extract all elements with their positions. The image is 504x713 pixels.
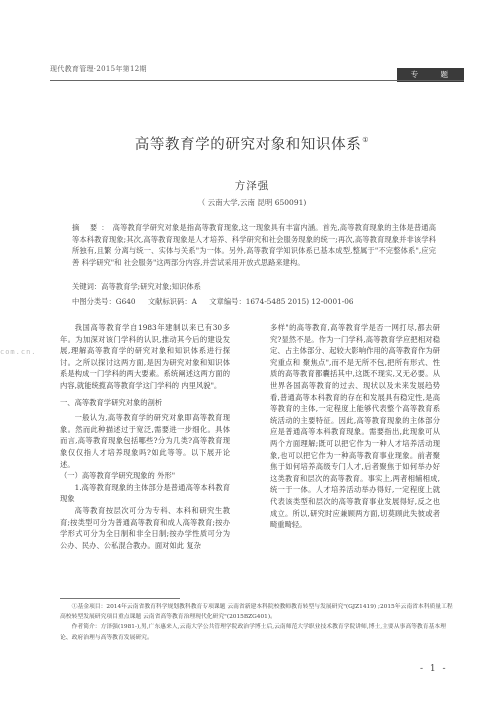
author: 方泽强 [234, 180, 270, 192]
journal-header: 现代教育管理·2015年第12期 [50, 65, 147, 73]
paper-title [0, 133, 504, 154]
body-paragraph: 多样"的高等教育,高等教育学是否一网打尽,都去研究?显然不是。作为一门学科,高等教育学应把相对稳定、占主体部分、起较大影响作用的高等教育作为研究重点和 聚焦点",而不是无所不包,把所有形式、性质的高等教育都囊括其中,这既不现实,又无必要。从世界各国高等教育的过去、现状以及未来发展趋势看,普通高等本科教育的存在和发展具有稳定性,是高等教育的主体,一定程度上能够代表整个高等教育系统活动的主要特征。因此,高等教育现象的主体部分应是普通高等本科教育现象。需要指出,此现象可从两个方面理解;既可以把它作为一种人才培养活动现象,也可以把它作为一种高等教育事业现象。前者聚焦于如何培养高级专门人才,后者聚焦于如何举办好这类教育和层次的高等教育。事实上,两者相辅相成,统一于一体。人才培养活动举办得好,一定程度上就代表该类型和层次的高等教育事业发展得好,反之也成立。所以,研究时应兼顾两方面,切莫顾此失彼或者畸重畸轻。 [270, 323, 440, 530]
funding-note: ①基金项目：2014年云南省教育科学规划教科教育专项课题 云南省新建本科院校教师教育转型与发展研究"(GJZ1419) ;2015年云南省本科质量工程高校转型发展研究项目重点课题 云南省高等教育治理现代化研究"(2015BZG401)。 [60, 604, 453, 621]
body-paragraph: 一般认为,高等教育学的研究对象即高等教育现象。然而此种描述过于宽泛,需要进一步细化。具体而言,高等教育现象包括哪些?分为几类?高等教育现象仅仅指人才培养现象吗?如此等等。以下展开论述。 [60, 413, 230, 469]
abstract-label: 摘 要： [72, 223, 113, 232]
affiliation: （ 云南大学,云南 昆明 650091) [197, 198, 307, 207]
column-tab: 专 题 [397, 68, 464, 82]
footnote-rule [60, 598, 180, 599]
subsection-heading: （一）高等教育学研究现象的 外形" [60, 471, 176, 481]
body-paragraph: 1.高等教育现象的主体部分是普通高等本科教育现象 [60, 482, 230, 504]
abstract [72, 222, 436, 269]
intro-paragraph: 我国高等教育学自1983年建制以来已有30多年。为加深对该门学科的认识,推动其今后的建设发展,理解高等教育学的研究对象和知识体系进行探讨。之所以探讨这两方面,是因为研究对象和知识体系是构成一门学科的两大要素。系统阐述这两方面的内容,就能统揽高等教育学这门学科的 内里风貌"。 [60, 323, 230, 390]
page-number: - 1 - [420, 664, 448, 674]
author-bio-note: 作者简介：方泽强(1981-),男,广东惠来人,云南大学公共管理学院政治学博士后,云南师范大学职业技术教育学院讲师,博士,主要从事高等教育基本理论、政府治理与高等教育发展研究。 [60, 624, 446, 641]
keywords: 关键词：高等教育学;研究对象;知识体系 [72, 282, 201, 291]
header-rule [50, 80, 464, 81]
abstract-text: 高等教育学研究对象是指高等教育现象,这一现象具有丰富内涵。首先,高等教育现象的主体是普通高等本科教育现象;其次,高等教育现象是人才培养、科学研究和社会服务现象的统一;再次,高等教育现象并非该学科所独有,且繁 分离与统一、实体与关系"为一体。另外,高等教育学知识体系已基本成型,整属于"不完整体系",应完善 科学研究"和 社会服务"这两部分内容,并尝试采用开放式思路来建构。 [72, 223, 437, 268]
title-footnote-mark: ① [362, 136, 370, 144]
right-column [270, 322, 440, 531]
watermark: com.cn. [0, 348, 37, 356]
title-text: 高等教育学的研究对象和知识体系 [134, 137, 362, 153]
left-column [60, 322, 230, 551]
article-number: 文章编号：1674-5485 2015) 12-0001-06 [209, 297, 354, 306]
document-code: 文献标识码：A [147, 297, 197, 306]
clc-number: 中图分类号：G640 [72, 297, 136, 306]
classification [72, 297, 452, 307]
section-heading: 一、高等教育学研究对象的剖析 [60, 397, 163, 407]
body-paragraph: 高等教育按层次可分为专科、本科和研究生教育;按类型可分为普通高等教育和成人高等教育;按办学形式可分为全日制和非全日制;按办学性质可分为公办、民办、公私混合教办。面对如此 复杂 [60, 505, 230, 550]
footnote [60, 602, 455, 643]
